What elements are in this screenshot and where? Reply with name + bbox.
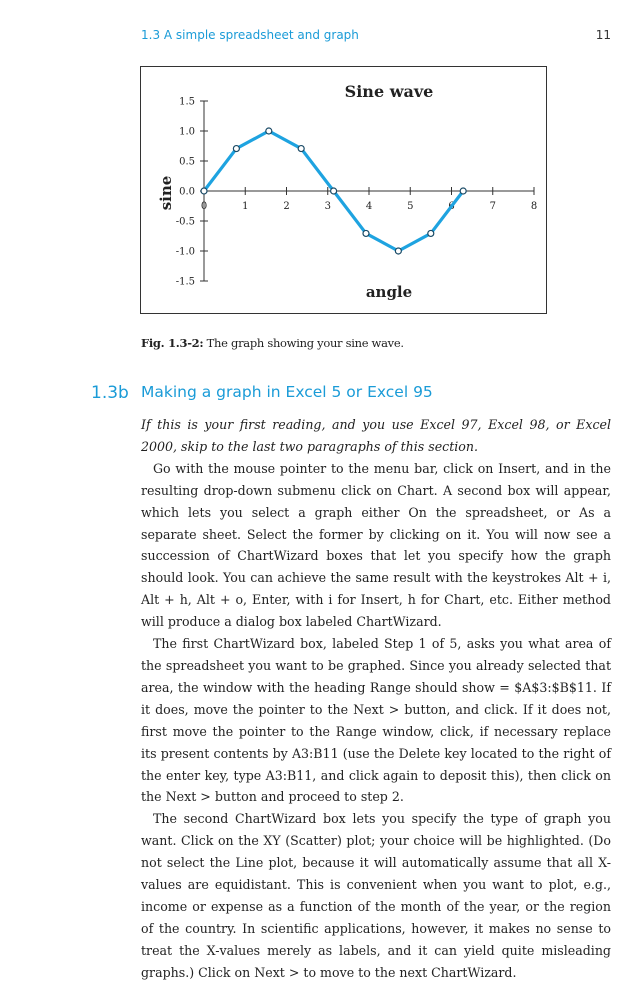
figure-caption (141, 336, 404, 350)
paragraph-insert-chart: Go with the mouse pointer to the menu bar, click on Insert, and in the resulting drop-down submenu click on Chart. A second box will appear, which lets you select a graph either On the spreadsheet, or As a separate sheet. Select the former by clicking on it. You will now see a succession of ChartWizard boxes that let you specify how the graph should look. You can achieve the same result with the keystrokes Alt + i, Alt + h, Alt + o, Enter, with i for Insert, h for Chart, etc. Either method will produce a dialog box labeled ChartWizard. (141, 460, 611, 630)
x-tick-label: 8 (530, 201, 538, 212)
chart-title: Sine wave (344, 82, 434, 101)
paragraph-step-1: The first ChartWizard box, labeled Step 1 of 5, asks you what area of the spreadsheet you want to be graphed. Since you already selected that area, the window with the heading Range should show = $A$3:$B$11. If it does, move the pointer to the Next > button, and click. If it does not, first move the pointer to the Range window, click, if necessary replace its present contents by A3:B11 (use the Delete key located to the right of the enter key, type A3:B11, and click again to deposit this), then click on the Next > button and proceed to step 2. (141, 636, 611, 805)
figure-caption-label: Fig. 1.3-2: (141, 336, 204, 350)
x-tick-label: 0 (200, 201, 208, 212)
y-tick-label: -0.5 (175, 216, 195, 228)
data-point (331, 188, 337, 194)
x-tick-label: 5 (407, 201, 414, 212)
y-tick-label: -1.0 (175, 246, 195, 258)
x-tick-label: 7 (489, 201, 496, 212)
data-point (428, 230, 434, 236)
y-tick-label: 0.5 (179, 156, 195, 168)
data-point (233, 146, 239, 152)
sine-wave-chart (141, 67, 546, 313)
x-tick-label: 4 (365, 201, 373, 212)
section-number: 1.3b (91, 383, 129, 403)
page-number: 11 (595, 28, 611, 42)
paragraph-step-2: The second ChartWizard box lets you specify the type of graph you want. Click on the XY (Scatter) plot; your choice will be highlighted. (Do not select the Line plot, because it will automatically assume that all X-values are equidistant. This is convenient when you want to plot, e.g., income or expense as a function of the month of the year, or the region of the country. In scientific applications, however, it makes no sense to treat the X-values merely as labels, and it can yield quite misleading graphs.) Click on Next > to move to the next ChartWizard. (141, 811, 611, 980)
body-text (141, 414, 611, 984)
data-point (266, 128, 272, 134)
data-point (460, 188, 466, 194)
y-tick-label: 1.0 (179, 126, 195, 138)
data-point (298, 146, 304, 152)
y-tick-label: -1.5 (175, 276, 195, 288)
figure-caption-text: The graph showing your sine wave. (203, 336, 404, 350)
paragraph-intro: If this is your first reading, and you use Excel 97, Excel 98, or Excel 2000, skip to the last two paragraphs of this section. (141, 417, 611, 454)
data-point (201, 188, 207, 194)
x-tick-label: 2 (283, 201, 290, 212)
running-header (141, 25, 611, 45)
data-point (395, 248, 401, 254)
x-tick-label: 3 (324, 201, 331, 212)
data-point (363, 230, 369, 236)
y-tick-label: 1.5 (179, 96, 195, 108)
x-tick-label: 6 (448, 201, 455, 212)
y-tick-label: 0.0 (179, 186, 195, 198)
chart-frame (140, 66, 547, 314)
running-header-section: 1.3 A simple spreadsheet and graph (141, 28, 359, 42)
y-axis-label: sine (157, 175, 175, 211)
x-tick-label: 1 (242, 201, 249, 212)
x-axis-label: angle (365, 283, 413, 301)
section-title: Making a graph in Excel 5 or Excel 95 (141, 383, 433, 401)
